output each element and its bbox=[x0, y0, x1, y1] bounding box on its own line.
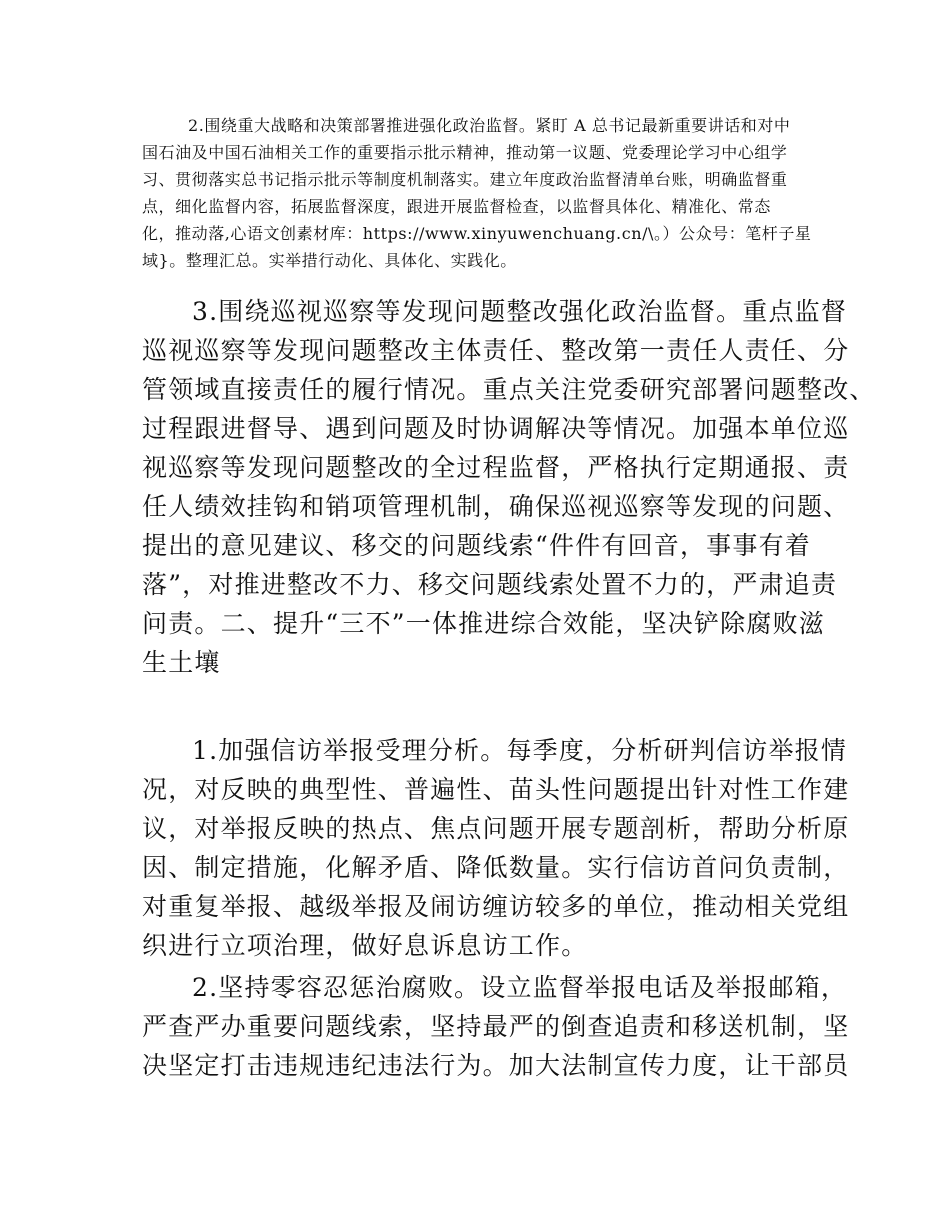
text-line: 况，对反映的典型性、普遍性、苗头性问题提出针对性工作建 bbox=[142, 775, 850, 804]
text-line: 3.围绕巡视巡察等发现问题整改强化政治监督。重点监督 bbox=[192, 297, 848, 326]
text-line: 国石油及中国石油相关工作的重要指示批示精神，推动第一议题、党委理论学习中心组学 bbox=[142, 143, 788, 162]
text-line: 因、制定措施，化解矛盾、降低数量。实行信访首问负责制， bbox=[142, 853, 850, 882]
text-line: 管领域直接责任的履行情况。重点关注党委研究部署问题整改、 bbox=[142, 375, 876, 404]
text-line: 点，细化监督内容，拓展监督深度，跟进开展监督检查，以监督具体化、精准化、常态 bbox=[142, 197, 771, 216]
paragraph-political-supervision-strategy bbox=[142, 112, 812, 274]
text-line: 决坚定打击违规违纪违法行为。加大法制宣传力度，让干部员 bbox=[142, 1051, 850, 1080]
text-line: 问责。二、提升“三不”一体推进综合效能，坚决铲除腐败滋 bbox=[142, 609, 825, 638]
text-line: 对重复举报、越级举报及闹访缠访较多的单位，推动相关党组 bbox=[142, 892, 850, 921]
text-line: 化，推动落,心语文创素材库：https://www.xinyuwenchuang.cn/\。）公众号：笔杆子星 bbox=[142, 224, 812, 243]
text-line: 织进行立项治理，做好息诉息访工作。 bbox=[142, 931, 588, 960]
paragraph-inspection-rectification bbox=[142, 292, 876, 682]
text-line: 巡视巡察等发现问题整改主体责任、整改第一责任人责任、分 bbox=[142, 336, 850, 365]
text-line: 提出的意见建议、移交的问题线索“件件有回音，事事有着 bbox=[142, 531, 811, 560]
text-line: 议，对举报反映的热点、焦点问题开展专题剖析，帮助分析原 bbox=[142, 814, 850, 843]
text-line: 1.加强信访举报受理分析。每季度，分析研判信访举报情 bbox=[192, 736, 848, 765]
text-line: 过程跟进督导、遇到问题及时协调解决等情况。加强本单位巡 bbox=[142, 414, 850, 443]
paragraph-zero-tolerance bbox=[142, 968, 850, 1085]
text-line: 任人绩效挂钩和销项管理机制，确保巡视巡察等发现的问题、 bbox=[142, 492, 850, 521]
text-line: 生土壤 bbox=[142, 648, 221, 677]
text-line: 习、贯彻落实总书记指示批示等制度机制落实。建立年度政治监督清单台账，明确监督重 bbox=[142, 170, 788, 189]
text-line: 2.坚持零容忍惩治腐败。设立监督举报电话及举报邮箱， bbox=[192, 973, 848, 1002]
paragraph-petition-analysis bbox=[142, 731, 850, 965]
text-line: 2.围绕重大战略和决策部署推进强化政治监督。紧盯 A 总书记最新重要讲话和对中 bbox=[188, 116, 791, 135]
text-line: 严查严办重要问题线索，坚持最严的倒查追责和移送机制，坚 bbox=[142, 1012, 850, 1041]
text-line: 视巡察等发现问题整改的全过程监督，严格执行定期通报、责 bbox=[142, 453, 850, 482]
text-line: 落”，对推进整改不力、移交问题线索处置不力的，严肃追责 bbox=[142, 570, 838, 599]
text-line: 域}。整理汇总。实举措行动化、具体化、实践化。 bbox=[142, 251, 517, 270]
